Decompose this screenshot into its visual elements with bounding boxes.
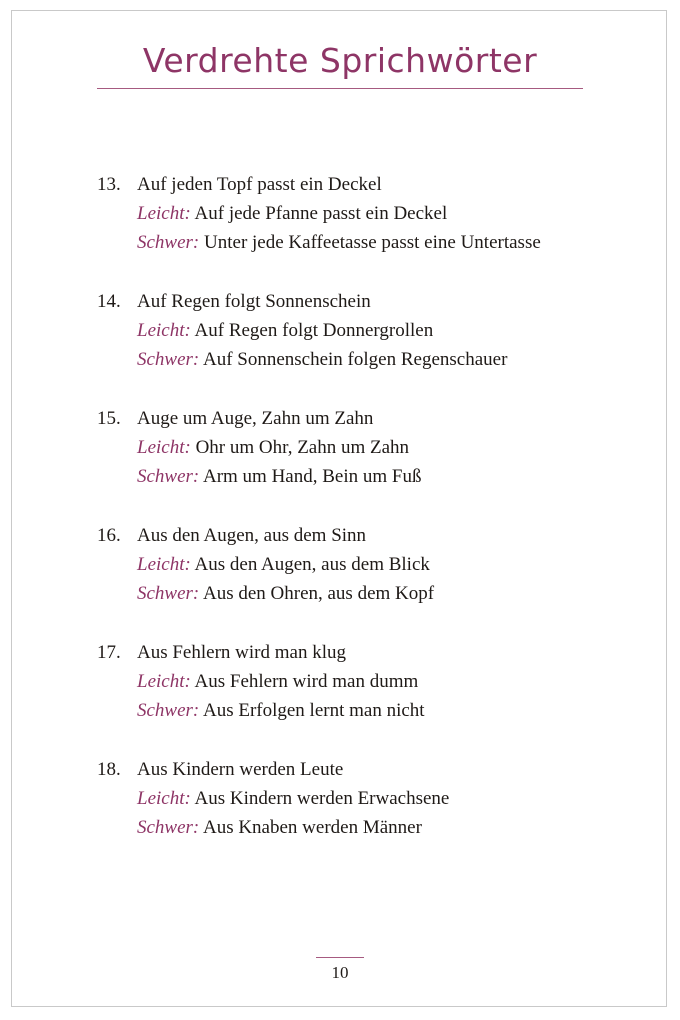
hard-label: Schwer: — [137, 349, 200, 370]
hard-text: Aus Erfolgen lernt man nicht — [202, 700, 425, 721]
easy-label: Leicht: — [137, 671, 191, 692]
footer-divider — [316, 957, 364, 958]
easy-text: Ohr um Ohr, Zahn um Zahn — [195, 437, 410, 458]
easy-text: Aus Kindern werden Erwachsene — [194, 788, 450, 809]
proverb-entry-18 — [0, 755, 680, 872]
entry-number: 13. — [97, 174, 121, 195]
hard-variant — [137, 462, 421, 491]
hard-variant — [137, 696, 425, 725]
original-proverb: Auf Regen folgt Sonnenschein — [137, 291, 371, 312]
easy-variant — [137, 784, 449, 813]
hard-label: Schwer: — [137, 700, 200, 721]
hard-text: Unter jede Kaffeetasse passt eine Untertasse — [204, 232, 541, 253]
easy-variant — [137, 667, 418, 696]
original-proverb: Aus Kindern werden Leute — [137, 759, 344, 780]
hard-label: Schwer: — [137, 466, 200, 487]
easy-label: Leicht: — [137, 320, 191, 341]
entry-number: 15. — [97, 408, 121, 429]
hard-label: Schwer: — [137, 232, 200, 253]
easy-label: Leicht: — [137, 554, 191, 575]
easy-variant — [137, 550, 430, 579]
hard-text: Arm um Hand, Bein um Fuß — [202, 466, 422, 487]
original-proverb: Aus den Augen, aus dem Sinn — [137, 525, 367, 546]
easy-text: Auf jede Pfanne passt ein Deckel — [194, 203, 448, 224]
original-proverb: Auge um Auge, Zahn um Zahn — [137, 408, 374, 429]
easy-label: Leicht: — [137, 203, 191, 224]
easy-text: Aus den Augen, aus dem Blick — [194, 554, 430, 575]
hard-variant — [137, 813, 422, 842]
easy-variant — [137, 316, 433, 345]
proverb-list — [0, 170, 680, 872]
proverb-entry-13 — [0, 170, 680, 287]
entry-number: 16. — [97, 525, 121, 546]
entry-number: 17. — [97, 642, 121, 663]
easy-text: Auf Regen folgt Donnergrollen — [194, 320, 434, 341]
hard-variant — [137, 345, 507, 374]
proverb-entry-17 — [0, 638, 680, 755]
easy-label: Leicht: — [137, 788, 191, 809]
title-divider — [97, 88, 583, 89]
hard-text: Aus Knaben werden Männer — [202, 817, 422, 838]
hard-variant — [137, 228, 541, 257]
hard-text: Aus den Ohren, aus dem Kopf — [202, 583, 435, 604]
proverb-entry-16 — [0, 521, 680, 638]
original-proverb: Aus Fehlern wird man klug — [137, 642, 346, 663]
hard-label: Schwer: — [137, 583, 200, 604]
entry-number: 14. — [97, 291, 121, 312]
page-number: 10 — [331, 963, 349, 982]
original-proverb: Auf jeden Topf passt ein Deckel — [137, 174, 382, 195]
easy-variant — [137, 433, 409, 462]
hard-label: Schwer: — [137, 817, 200, 838]
page-title: Verdrehte Sprichwörter — [142, 41, 538, 80]
easy-variant — [137, 199, 447, 228]
hard-variant — [137, 579, 434, 608]
easy-label: Leicht: — [137, 437, 191, 458]
easy-text: Aus Fehlern wird man dumm — [194, 671, 419, 692]
entry-number: 18. — [97, 759, 121, 780]
hard-text: Auf Sonnenschein folgen Regenschauer — [202, 349, 508, 370]
proverb-entry-14 — [0, 287, 680, 404]
proverb-entry-15 — [0, 404, 680, 521]
